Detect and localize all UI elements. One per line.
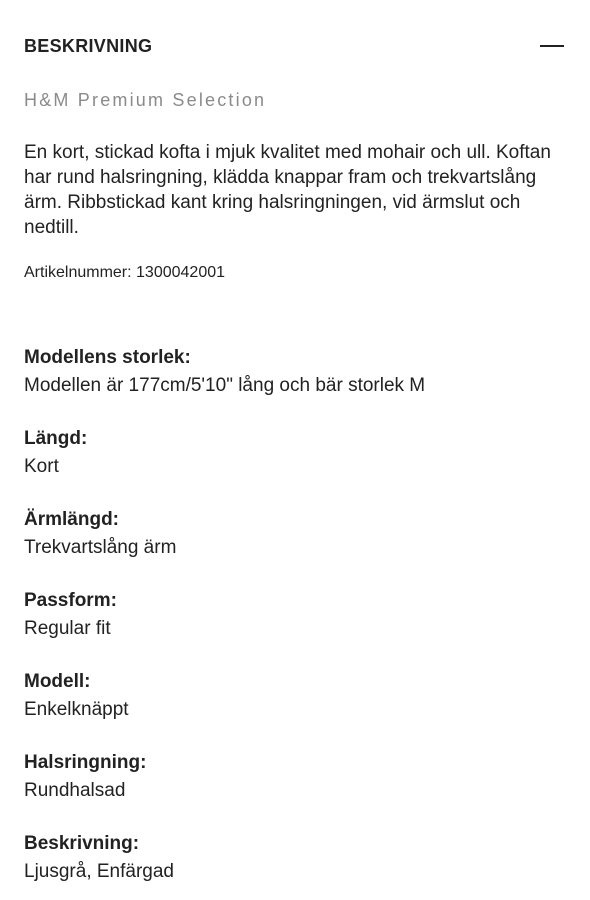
attribute-model-size: [24, 344, 566, 425]
attribute-label: Modellens storlek:: [24, 347, 191, 368]
attribute-value: Regular fit: [24, 618, 111, 639]
attribute-label: Längd:: [24, 428, 88, 449]
attribute-label: Modell:: [24, 671, 91, 692]
attribute-label: Ärmlängd:: [24, 509, 119, 530]
attribute-sleeve-length: [24, 506, 566, 587]
attribute-style: [24, 668, 566, 749]
article-number: Artikelnummer: 1300042001: [24, 264, 226, 281]
section-title: BESKRIVNING: [24, 35, 153, 56]
attribute-value: Modellen är 177cm/5'10" lång och bär storlek M: [24, 375, 426, 396]
product-description: En kort, stickad kofta i mjuk kvalitet med mohair och ull. Koftan har rund halsringning, klädda knappar fram och trekvartslång ärm. Ribbstickad kant kring halsringningen, vid ärmslut och nedtill.: [24, 142, 551, 238]
attribute-label: Halsringning:: [24, 752, 147, 773]
attribute-value: Trekvartslång ärm: [24, 537, 177, 558]
brand-name: H&M Premium Selection: [24, 90, 267, 110]
minus-icon[interactable]: [540, 45, 564, 47]
attribute-neckline: [24, 749, 566, 830]
attribute-value: Kort: [24, 456, 59, 477]
attribute-value: Rundhalsad: [24, 780, 126, 801]
attribute-description: [24, 830, 566, 900]
attribute-fit: [24, 587, 566, 668]
attribute-value: Ljusgrå, Enfärgad: [24, 861, 174, 882]
attribute-length: [24, 425, 566, 506]
attribute-list: [24, 344, 566, 900]
attribute-label: Beskrivning:: [24, 833, 140, 854]
collapse-toggle-button[interactable]: [538, 32, 566, 60]
section-header[interactable]: [24, 30, 566, 62]
attribute-label: Passform:: [24, 590, 117, 611]
attribute-value: Enkelknäppt: [24, 699, 129, 720]
